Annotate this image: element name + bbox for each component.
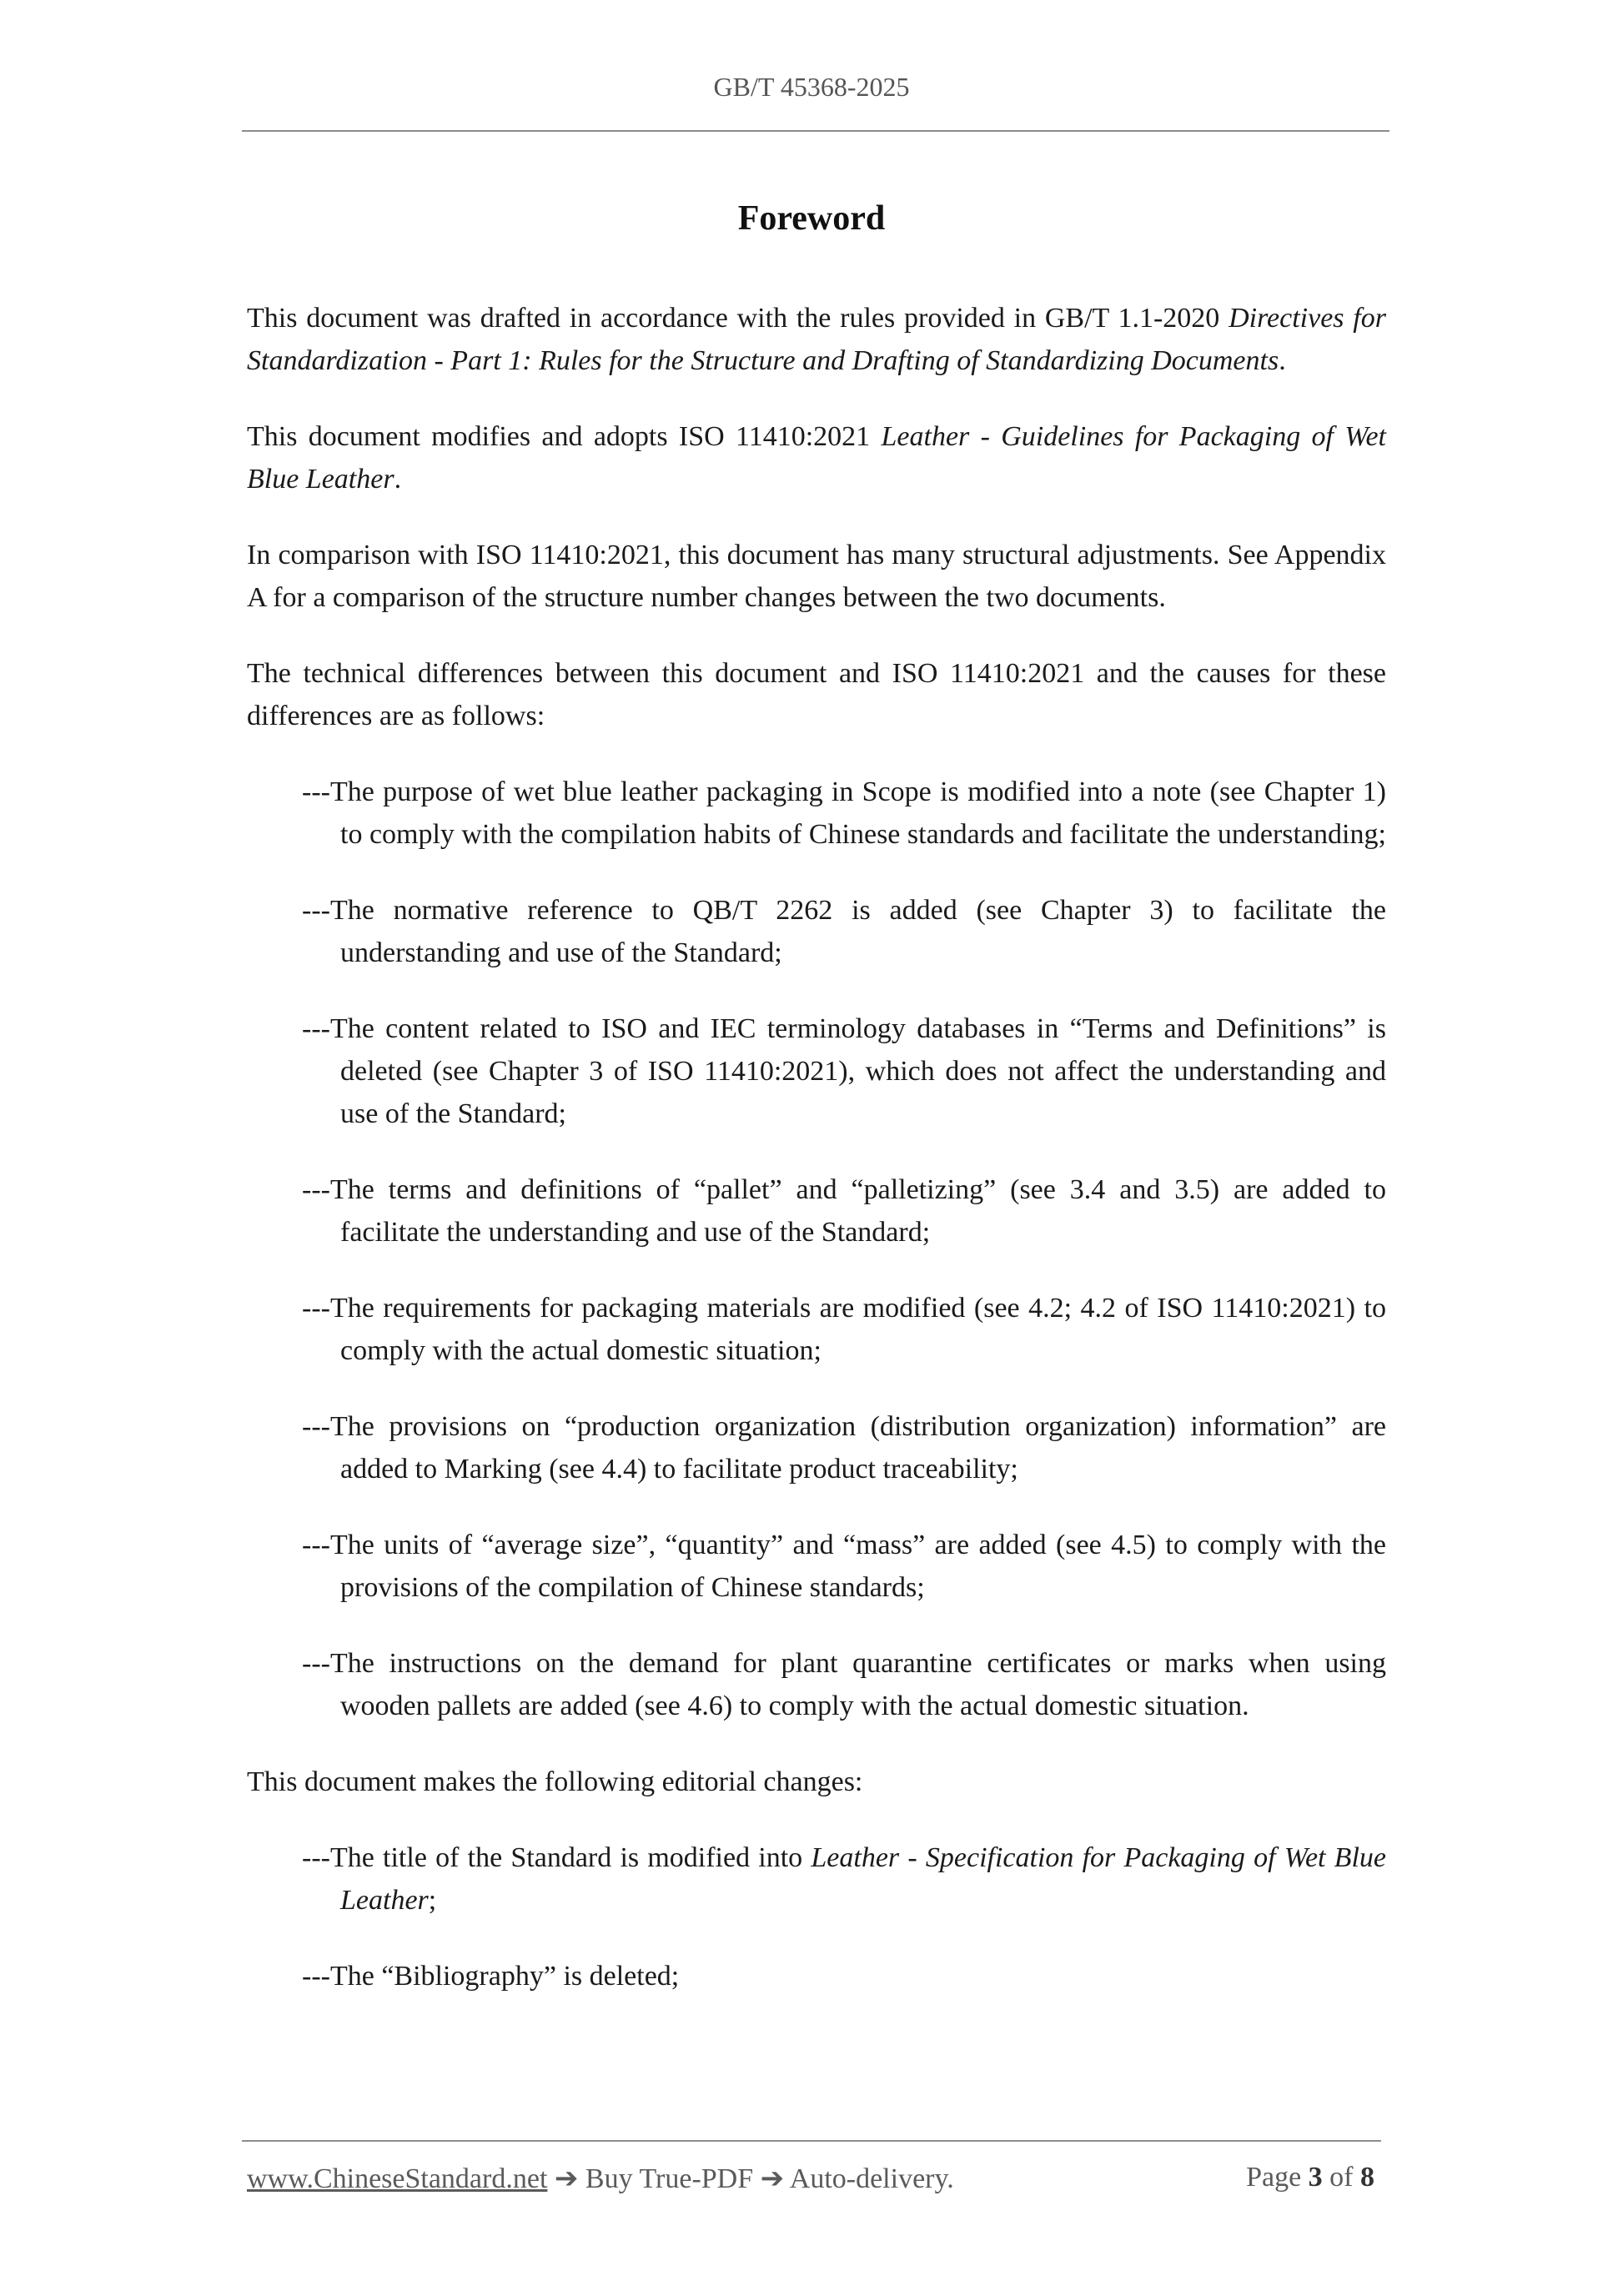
list-item: ---The requirements for packaging materials are modified (see 4.2; 4.2 of ISO 11410:2021) to comply with the actual domestic situation;: [302, 1293, 1386, 1366]
footer-divider: [242, 2140, 1381, 2142]
italic-reference-title: Leather - Guidelines for Packaging of Wet Blue Leather: [247, 421, 1387, 495]
list-item: ---The terms and definitions of “pallet” and “palletizing” (see 3.4 and 3.5) are added to facilitate the understanding and use of the Standard;: [302, 1174, 1386, 1248]
list-item: ---The normative reference to QB/T 2262 is added (see Chapter 3) to facilitate the understanding and use of the Standard;: [302, 895, 1386, 968]
list-item-title-change: [302, 1836, 1386, 1922]
list-item: ---The units of “average size”, “quantity” and “mass” are added (see 4.5) to comply with the provisions of the compilation of Chinese standards;: [302, 1530, 1386, 1603]
list-item: ---The purpose of wet blue leather packaging in Scope is modified into a note (see Chapter 1) to comply with the compilation habits of Chinese standards and facilitate the understanding;: [302, 776, 1386, 850]
list-item: ---The content related to ISO and IEC terminology databases in “Terms and Definitions” is deleted (see Chapter 3 of ISO 11410:2021), which does not affect the understanding and use of the Standard;: [302, 1013, 1386, 1129]
auto-delivery-text: Auto-delivery.: [789, 2163, 954, 2194]
paragraph-punctuation: .: [1279, 345, 1286, 376]
buy-true-pdf-text: Buy True-PDF: [585, 2163, 754, 2194]
page-label: Page: [1246, 2162, 1302, 2193]
list-item: ---The provisions on “production organization (distribution organization) information” are added to Marking (see 4.4) to facilitate product traceability;: [302, 1411, 1386, 1485]
website-link[interactable]: www.ChineseStandard.net: [247, 2163, 548, 2194]
italic-standard-title: Leather - Specification for Packaging of Wet Blue Leather: [340, 1842, 1386, 1916]
list-item-text: ---The title of the Standard is modified into: [302, 1842, 812, 1873]
document-number-header: GB/T 45368-2025: [713, 72, 910, 102]
arrow-right-icon: ➔: [554, 2163, 579, 2194]
paragraph-punctuation: .: [394, 464, 402, 495]
list-item: ---The instructions on the demand for plant quarantine certificates or marks when using wooden pallets are added (see 4.6) to comply with the actual domestic situation.: [302, 1648, 1386, 1721]
list-item-bibliography: ---The “Bibliography” is deleted;: [302, 1961, 680, 1992]
list-item-punctuation: ;: [428, 1885, 437, 1916]
page-number: [1246, 2162, 1374, 2193]
of-label: of: [1329, 2162, 1354, 2193]
total-pages: 8: [1360, 2162, 1374, 2193]
footer-promo: [247, 2162, 954, 2195]
paragraph-text: This document was drafted in accordance with the rules provided in GB/T 1.1-2020: [247, 303, 1229, 334]
paragraph-technical-differences-intro: The technical differences between this document and ISO 11410:2021 and the causes for these differences are as follows:: [247, 658, 1386, 731]
current-page: 3: [1308, 2162, 1323, 2193]
page-title: Foreword: [737, 199, 886, 238]
arrow-right-icon: ➔: [760, 2163, 785, 2194]
header-divider: [242, 130, 1389, 132]
paragraph-drafting-rules: [247, 297, 1386, 382]
document-body: [247, 297, 1386, 2031]
paragraph-structural-adjustments: In comparison with ISO 11410:2021, this document has many structural adjustments. See Appendix A for a comparison of the structure number changes between the two documents.: [247, 540, 1386, 613]
italic-reference-title: Directives for Standardization - Part 1: Rules for the Structure and Drafting of Standardizing Documents: [247, 303, 1386, 376]
paragraph-editorial-changes-intro: This document makes the following editorial changes:: [247, 1766, 863, 1797]
paragraph-adoption: [247, 415, 1386, 500]
paragraph-text: This document modifies and adopts ISO 11410:2021: [247, 421, 882, 452]
